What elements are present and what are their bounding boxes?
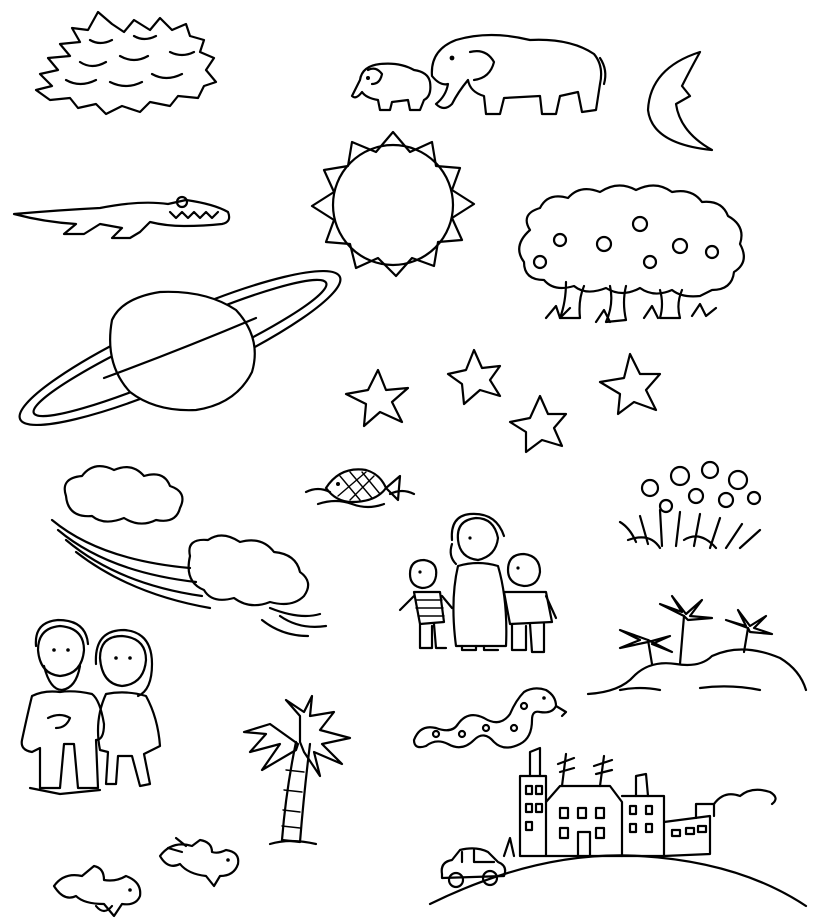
crocodile-illustration (14, 197, 229, 238)
clouds-wind-illustration (52, 466, 326, 636)
pine-trees-illustration (36, 12, 216, 114)
adam-eve-illustration (22, 620, 160, 794)
ringed-planet-illustration (7, 248, 353, 449)
city-illustration (430, 748, 806, 906)
islands-palms-illustration (588, 596, 806, 694)
crescent-moon-illustration (648, 52, 712, 150)
flowers-illustration (620, 462, 760, 548)
snake-illustration (414, 688, 566, 747)
car-illustration (442, 848, 505, 887)
stars-illustration (346, 350, 660, 452)
elephants-illustration (352, 35, 605, 114)
mother-children-illustration (400, 514, 556, 652)
birds-illustration (54, 838, 238, 916)
palm-tree-illustration (244, 696, 350, 844)
fish-illustration (306, 469, 414, 507)
fruit-trees-illustration (519, 185, 744, 322)
sun-illustration (312, 132, 474, 276)
